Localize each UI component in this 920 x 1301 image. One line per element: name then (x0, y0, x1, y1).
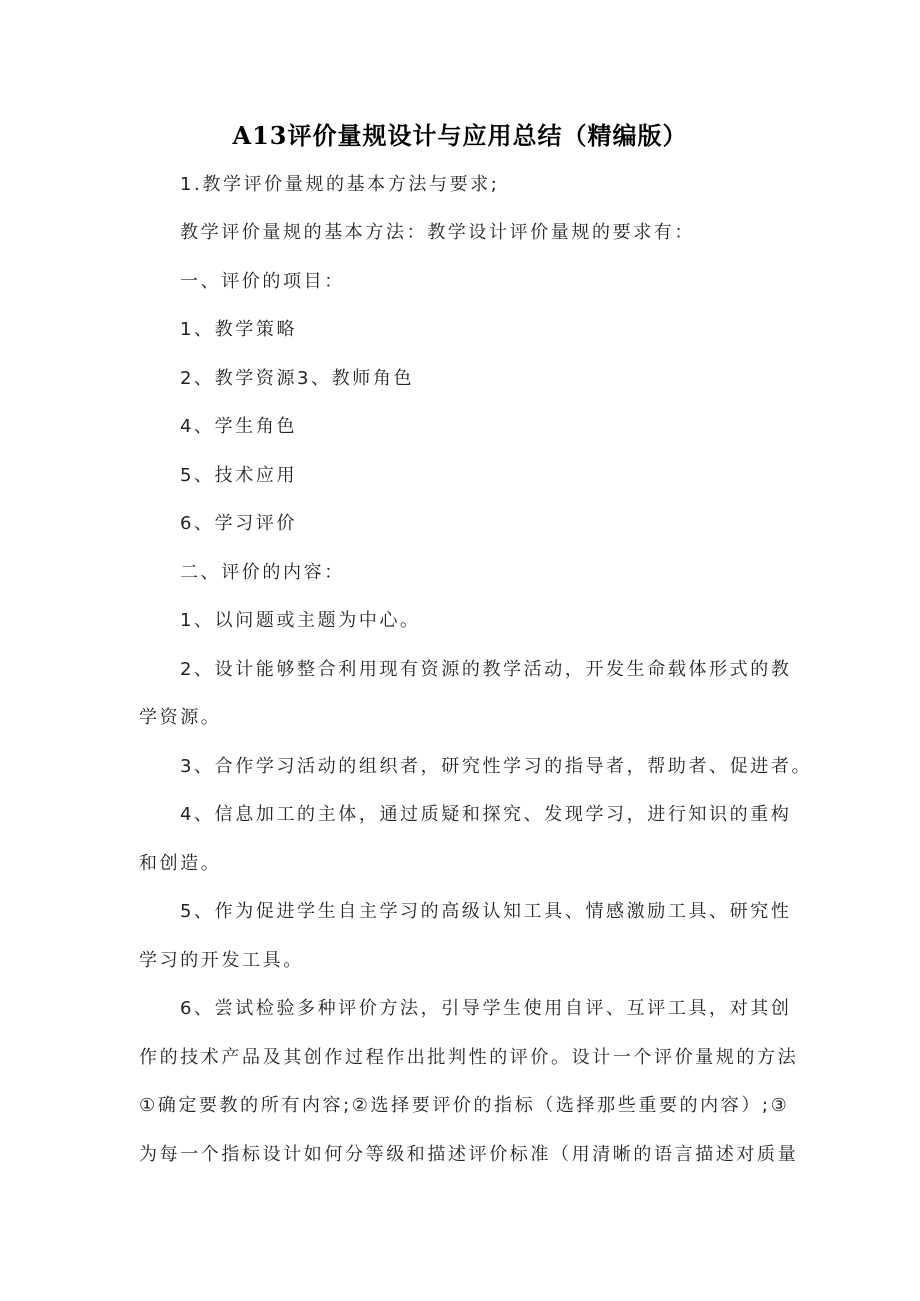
list-item: 3、合作学习活动的组织者，研究性学习的指导者，帮助者、促进者。 (180, 756, 813, 777)
list-item: 4、学生角色 (180, 416, 298, 437)
list-item: 1、教学策略 (180, 319, 298, 340)
paragraph-line: 教学评价量规的基本方法：教学设计评价量规的要求有： (180, 222, 695, 243)
document-title: A13评价量规设计与应用总结（精编版） (232, 121, 688, 150)
list-item: 6、学习评价 (180, 513, 298, 534)
list-item: 5、技术应用 (180, 465, 298, 486)
list-item: 2、教学资源3、教师角色 (180, 368, 415, 389)
list-item-continuation: 作的技术产品及其创作过程作出批判性的评价。设计一个评价量规的方法 (139, 1047, 799, 1068)
list-item-continuation: 学习的开发工具。 (139, 950, 304, 971)
section-heading: 1.教学评价量规的基本方法与要求; (180, 174, 500, 195)
list-item-continuation: 学资源。 (139, 707, 222, 728)
section-heading: 二、评价的内容： (180, 562, 345, 583)
list-item: 1、以问题或主题为中心。 (180, 610, 421, 631)
list-item: 5、作为促进学生自主学习的高级认知工具、情感激励工具、研究性 (180, 901, 792, 922)
list-item: 4、信息加工的主体，通过质疑和探究、发现学习，进行知识的重构 (180, 804, 792, 825)
list-item-continuation: 为每一个指标设计如何分等级和描述评价标准（用清晰的语言描述对质量 (139, 1144, 799, 1165)
list-item: 2、设计能够整合利用现有资源的教学活动，开发生命载体形式的教 (180, 659, 792, 680)
list-item: 6、尝试检验多种评价方法，引导学生使用自评、互评工具，对其创 (180, 998, 792, 1019)
section-heading: 一、评价的项目： (180, 271, 345, 292)
list-item-continuation: ①确定要教的所有内容;②选择要评价的指标（选择那些重要的内容）;③ (139, 1095, 790, 1116)
list-item-continuation: 和创造。 (139, 853, 222, 874)
